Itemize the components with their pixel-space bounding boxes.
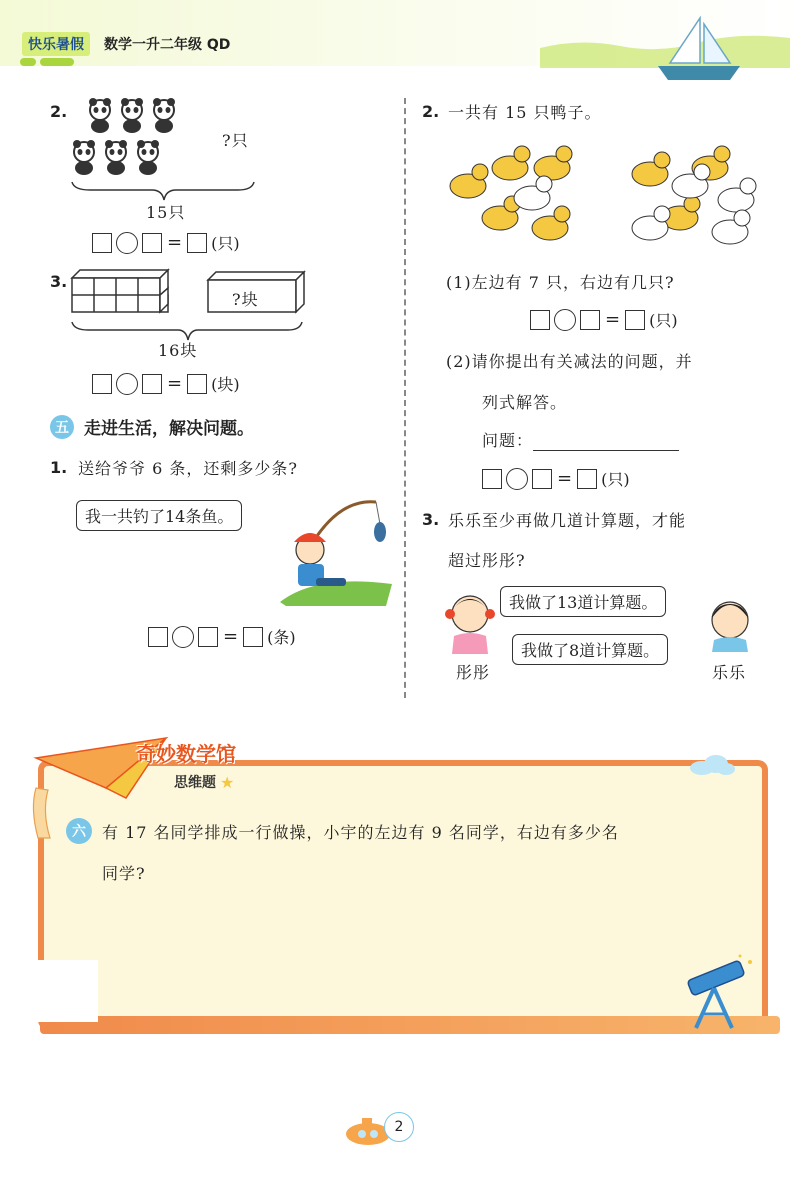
answer-box[interactable] bbox=[625, 310, 645, 330]
tongtong-speech-bubble: 我做了13道计算题。 bbox=[500, 586, 666, 617]
operator-circle[interactable] bbox=[172, 626, 194, 648]
equals-sign: = bbox=[167, 373, 183, 394]
page-header bbox=[0, 0, 800, 80]
answer-space-blank bbox=[28, 960, 98, 1022]
page-number: 2 bbox=[384, 1112, 414, 1142]
header-badge: 快乐暑假 bbox=[22, 32, 90, 56]
unit-label: (只) bbox=[649, 311, 678, 330]
panel-subtitle-row bbox=[174, 772, 234, 792]
s5-q1-number: 1. bbox=[50, 458, 68, 477]
answer-box[interactable] bbox=[577, 469, 597, 489]
panel-question-number-wrap bbox=[66, 818, 92, 844]
answer-box[interactable] bbox=[148, 627, 168, 647]
answer-box[interactable] bbox=[243, 627, 263, 647]
answer-box[interactable] bbox=[198, 627, 218, 647]
answer-box[interactable] bbox=[142, 374, 162, 394]
panel-bottom-strip bbox=[40, 1016, 780, 1034]
answer-box[interactable] bbox=[92, 374, 112, 394]
right-q3-number: 3. bbox=[422, 510, 440, 529]
answer-box[interactable] bbox=[532, 469, 552, 489]
unit-label: (条) bbox=[267, 628, 296, 647]
cube-blocks-icon bbox=[68, 268, 308, 348]
panda-group-icon bbox=[70, 96, 260, 206]
header-decoration-icon bbox=[20, 56, 80, 70]
right-q2-text: 一共有 15 只鸭子。 bbox=[448, 103, 602, 122]
operator-circle[interactable] bbox=[116, 232, 138, 254]
left-q2-total: 15只 bbox=[146, 203, 186, 222]
header-left bbox=[22, 32, 230, 56]
answer-box[interactable] bbox=[482, 469, 502, 489]
right-q2-number: 2. bbox=[422, 102, 440, 121]
question-answer-line[interactable] bbox=[533, 429, 679, 451]
name-lele: 乐乐 bbox=[712, 663, 747, 682]
right-q2-sub1: (1)左边有 7 只，右边有几只? bbox=[446, 273, 675, 292]
panel-question-line1: 有 17 名同学排成一行做操，小宇的左边有 9 名同学，右边有多少名 bbox=[102, 823, 619, 842]
lele-speech-bubble: 我做了8道计算题。 bbox=[512, 634, 668, 665]
header-title: 数学一升二年级 QD bbox=[104, 37, 231, 53]
answer-box[interactable] bbox=[530, 310, 550, 330]
right-q2-sub2-line2: 列式解答。 bbox=[482, 393, 568, 412]
answer-box[interactable] bbox=[187, 374, 207, 394]
fishing-speech-bubble: 我一共钓了14条鱼。 bbox=[76, 500, 242, 531]
unit-label: (只) bbox=[601, 470, 630, 489]
answer-box[interactable] bbox=[142, 233, 162, 253]
right-q2-equation-2 bbox=[482, 467, 630, 490]
equals-sign: = bbox=[557, 468, 573, 489]
s5-q1-equation bbox=[148, 625, 296, 648]
section-five-title: 走进生活，解决问题。 bbox=[84, 419, 254, 439]
ducks-icon bbox=[440, 138, 770, 250]
name-tongtong: 彤彤 bbox=[456, 663, 491, 682]
equals-sign: = bbox=[223, 626, 239, 647]
panel-question-number: 六 bbox=[66, 818, 92, 844]
left-q3-equation bbox=[92, 372, 240, 395]
answer-box[interactable] bbox=[92, 233, 112, 253]
unit-label: (只) bbox=[211, 234, 240, 253]
girl-tongtong-icon bbox=[440, 586, 500, 656]
operator-circle[interactable] bbox=[554, 309, 576, 331]
girl-lele-icon bbox=[700, 592, 760, 652]
panel-question-line2: 同学? bbox=[102, 864, 146, 883]
star-icon: ★ bbox=[220, 772, 235, 792]
left-q3-question-mark: ?块 bbox=[232, 290, 259, 309]
brand-title: 奇妙数学馆 bbox=[136, 742, 236, 766]
unit-label: (块) bbox=[211, 375, 240, 394]
telescope-icon bbox=[670, 952, 760, 1032]
left-q2-number: 2. bbox=[50, 102, 68, 121]
section-five-header bbox=[50, 414, 254, 439]
cloud-icon bbox=[686, 752, 736, 776]
left-q3-number: 3. bbox=[50, 272, 68, 291]
equals-sign: = bbox=[605, 309, 621, 330]
answer-box[interactable] bbox=[187, 233, 207, 253]
answer-box[interactable] bbox=[580, 310, 600, 330]
question-input-row bbox=[482, 428, 679, 451]
operator-circle[interactable] bbox=[506, 468, 528, 490]
column-divider bbox=[404, 98, 406, 698]
left-q3-total: 16块 bbox=[158, 341, 198, 360]
right-q2-sub2-line1: (2)请你提出有关减法的问题，并 bbox=[446, 352, 693, 371]
left-q2-equation bbox=[92, 231, 240, 254]
equals-sign: = bbox=[167, 232, 183, 253]
operator-circle[interactable] bbox=[116, 373, 138, 395]
right-q3-line1: 乐乐至少再做几道计算题，才能 bbox=[448, 511, 687, 530]
right-q2-equation-1 bbox=[530, 308, 678, 331]
s5-q1-text: 送给爷爷 6 条，还剩多少条? bbox=[78, 459, 298, 478]
right-q3-line2: 超过彤彤? bbox=[448, 551, 526, 570]
question-label: 问题： bbox=[482, 431, 534, 450]
left-q2-question-mark: ?只 bbox=[222, 131, 249, 150]
panel-subtitle: 思维题 bbox=[174, 775, 216, 791]
fishing-boy-icon bbox=[276, 494, 396, 610]
sailboat-icon bbox=[540, 8, 790, 88]
section-five-number: 五 bbox=[50, 415, 74, 439]
